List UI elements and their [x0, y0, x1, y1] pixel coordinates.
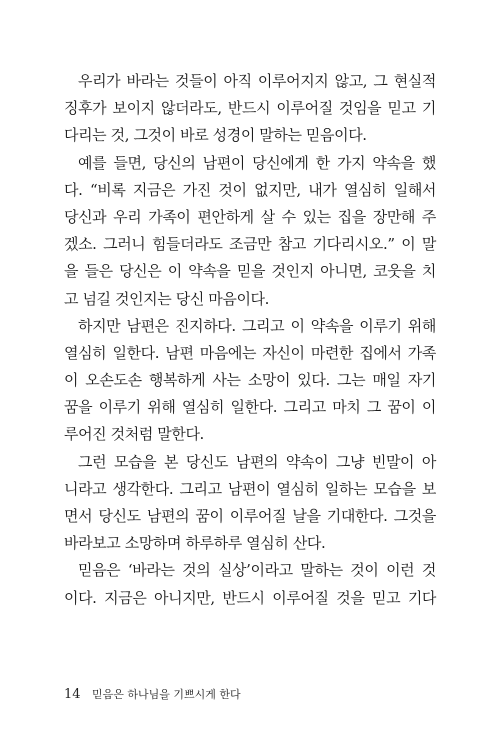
- running-title: 믿음은 하나님을 기쁘시게 한다: [92, 688, 241, 701]
- text-line: 바라보고 소망하며 하루하루 열심히 산다.: [64, 534, 326, 553]
- text-line: 루어진 것처럼 말한다.: [64, 425, 204, 444]
- text-line: 당신과 우리 가족이 편안하게 살 수 있는 집을 장만해 주: [64, 207, 436, 226]
- text-line: 징후가 보이지 않더라도, 반드시 이루어질 것임을 믿고 기: [64, 99, 436, 118]
- text-line: 을 들은 당신은 이 약속을 믿을 것인지 아니면, 코웃을 치: [64, 262, 436, 281]
- text-line: 고 넘길 것인지는 당신 마음이다.: [64, 289, 270, 308]
- text-line: 하지만 남편은 진지하다. 그리고 이 약속을 이루기 위해: [78, 316, 436, 335]
- text-line: 믿음은 ‘바라는 것의 실상’이라고 말하는 것이 이런 것: [78, 561, 436, 580]
- text-line: 이다. 지금은 아니지만, 반드시 이루어질 것을 믿고 기다: [64, 588, 436, 607]
- text-line: 겠소. 그러니 힘들더라도 조금만 참고 기다리시오.” 이 말: [64, 235, 436, 254]
- text-line: 다. “비록 지금은 가진 것이 없지만, 내가 열심히 일해서: [64, 180, 436, 199]
- text-line: 면서 당신도 남편의 꿈이 이루어질 날을 기대한다. 그것을: [64, 507, 436, 525]
- text-line: 꿈을 이루기 위해 열심히 일한다. 그리고 마치 그 꿈이 이: [64, 398, 436, 417]
- text-line: 그런 모습을 본 당신도 남편의 약속이 그냥 빈말이 아: [78, 452, 436, 471]
- text-line: 이 오손도손 행복하게 사는 소망이 있다. 그는 매일 자기: [64, 371, 436, 390]
- page-number: 14: [64, 687, 81, 702]
- text-line: 열심히 일한다. 남편 마음에는 자신이 마련한 집에서 가족: [64, 343, 436, 362]
- body-text: [64, 68, 436, 612]
- text-line: 예를 들면, 당신의 남편이 당신에게 한 가지 약속을 했: [78, 153, 436, 172]
- text-line: 니라고 생각한다. 그리고 남편이 열심히 일하는 모습을 보: [64, 479, 436, 498]
- page-footer: [64, 686, 241, 702]
- text-line: 다리는 것, 그것이 바로 성경이 말하는 믿음이다.: [64, 126, 367, 145]
- text-line: 우리가 바라는 것들이 아직 이루어지지 않고, 그 현실적: [78, 72, 436, 90]
